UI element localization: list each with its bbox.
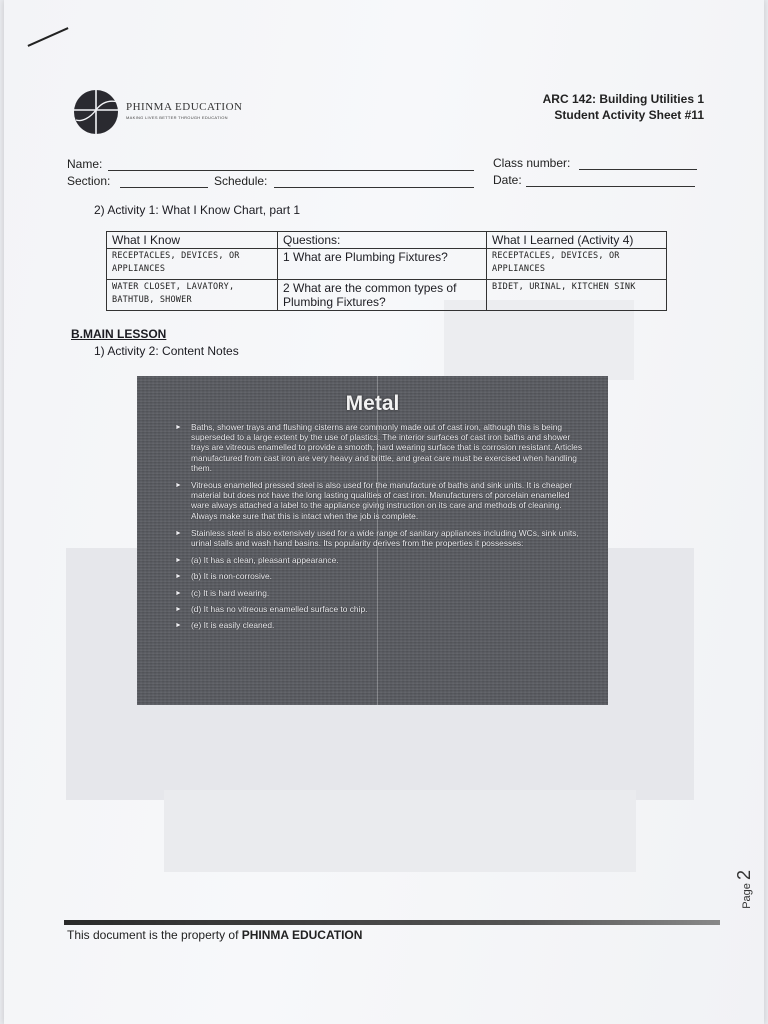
bullet-text: (e) It is easily cleaned. [191, 620, 275, 631]
footer-org: PHINMA EDUCATION [241, 928, 363, 942]
table-row [107, 280, 667, 311]
schedule-label: Schedule: [214, 174, 268, 188]
bullet-arrow-icon: ► [175, 589, 182, 597]
list-item [175, 480, 585, 521]
learned-cell: RECEPTACLES, DEVICES, OR APPLIANCES [487, 249, 667, 280]
class-number-field[interactable] [579, 169, 697, 170]
list-item [175, 422, 585, 473]
metal-slide-image [137, 376, 608, 705]
footer-divider [64, 920, 720, 925]
name-field[interactable] [108, 170, 474, 171]
class-number-label: Class number: [493, 156, 571, 170]
kwl-chart [106, 231, 667, 311]
course-header [543, 91, 704, 123]
page-label: Page [741, 883, 753, 909]
bullet-arrow-icon: ► [175, 529, 182, 537]
footer [67, 928, 362, 942]
list-item [175, 555, 585, 565]
section-field[interactable] [120, 187, 208, 188]
list-item [175, 604, 585, 614]
slide-bullet-list [175, 422, 585, 636]
page-number-value: 2 [734, 870, 754, 881]
list-item [175, 588, 585, 598]
question-cell: 1 What are Plumbing Fixtures? [278, 249, 487, 280]
know-cell: RECEPTACLES, DEVICES, OR APPLIANCES [107, 249, 278, 280]
bullet-text: (c) It is hard wearing. [191, 587, 270, 598]
list-item [175, 528, 585, 548]
bullet-text: Stainless steel is also extensively used for a wide range of sanitary appliances including WCs, sink units, urinal stalls and wash hand basins. Its popularity derives from the properties it possesses: [191, 527, 579, 549]
faded-background-area [444, 300, 634, 380]
main-lesson-heading: B.MAIN LESSON [71, 327, 167, 341]
column-header: What I Know [107, 232, 278, 249]
bullet-arrow-icon: ► [175, 622, 182, 630]
bullet-text: (d) It has no vitreous enamelled surface to chip. [191, 603, 368, 614]
bullet-text: Vitreous enamelled pressed steel is also used for the manufacture of baths and sink units. It is cheaper material but does not have the long lasting qualities of cast iron. Manufacturers of porcelain enamelled ware always attached a label to the appliance giving instruction on its care and methods of cleaning. Always make sure that this is intact when the job is complete. [191, 480, 573, 521]
footer-text: This document is the property of [67, 928, 242, 942]
date-field[interactable] [526, 186, 695, 187]
bullet-arrow-icon: ► [175, 482, 182, 490]
sheet-title: Student Activity Sheet #11 [554, 108, 704, 122]
bullet-text: Baths, shower trays and flushing cisterns are commonly made out of cast iron, although this is being superseded to a large extent by the use of plastics. The interior surfaces of cast iron baths and shower trays are vitreous enamelled to provide a smooth, hard wearing surface that is corrosion resistant. Articles manufactured from cast iron are very heavy and brittle, and great care must be exercised when handling them. [191, 422, 583, 473]
table-row [107, 249, 667, 280]
document-page [4, 0, 764, 1024]
bullet-arrow-icon: ► [175, 573, 182, 581]
kwl-header-row [107, 232, 667, 249]
list-item [175, 571, 585, 581]
slide-title: Metal [345, 392, 400, 415]
column-header: What I Learned (Activity 4) [487, 232, 667, 249]
bullet-arrow-icon: ► [175, 557, 182, 565]
list-item [175, 620, 585, 630]
learned-cell: BIDET, URINAL, KITCHEN SINK [487, 280, 667, 311]
faded-background-area [164, 790, 636, 872]
question-cell: 2 What are the common types of Plumbing Fixtures? [278, 280, 487, 311]
page-number [734, 870, 755, 909]
bullet-text: (b) It is non-corrosive. [191, 571, 272, 582]
course-title: ARC 142: Building Utilities 1 [542, 92, 704, 106]
pen-mark [27, 27, 68, 47]
org-tagline: MAKING LIVES BETTER THROUGH EDUCATION [126, 115, 228, 120]
date-label: Date: [493, 173, 522, 187]
org-name: PHINMA EDUCATION [126, 101, 243, 113]
section-label: Section: [67, 174, 111, 188]
phinma-logo-icon [72, 88, 122, 136]
bullet-text: (a) It has a clean, pleasant appearance. [191, 555, 339, 566]
bullet-arrow-icon: ► [175, 605, 182, 613]
name-label: Name: [67, 157, 103, 171]
activity2-title: 1) Activity 2: Content Notes [94, 344, 239, 358]
column-header: Questions: [278, 232, 487, 249]
schedule-field[interactable] [274, 187, 474, 188]
know-cell: WATER CLOSET, LAVATORY, BATHTUB, SHOWER [107, 280, 278, 311]
activity1-title: 2) Activity 1: What I Know Chart, part 1 [94, 203, 301, 217]
bullet-arrow-icon: ► [175, 424, 182, 431]
